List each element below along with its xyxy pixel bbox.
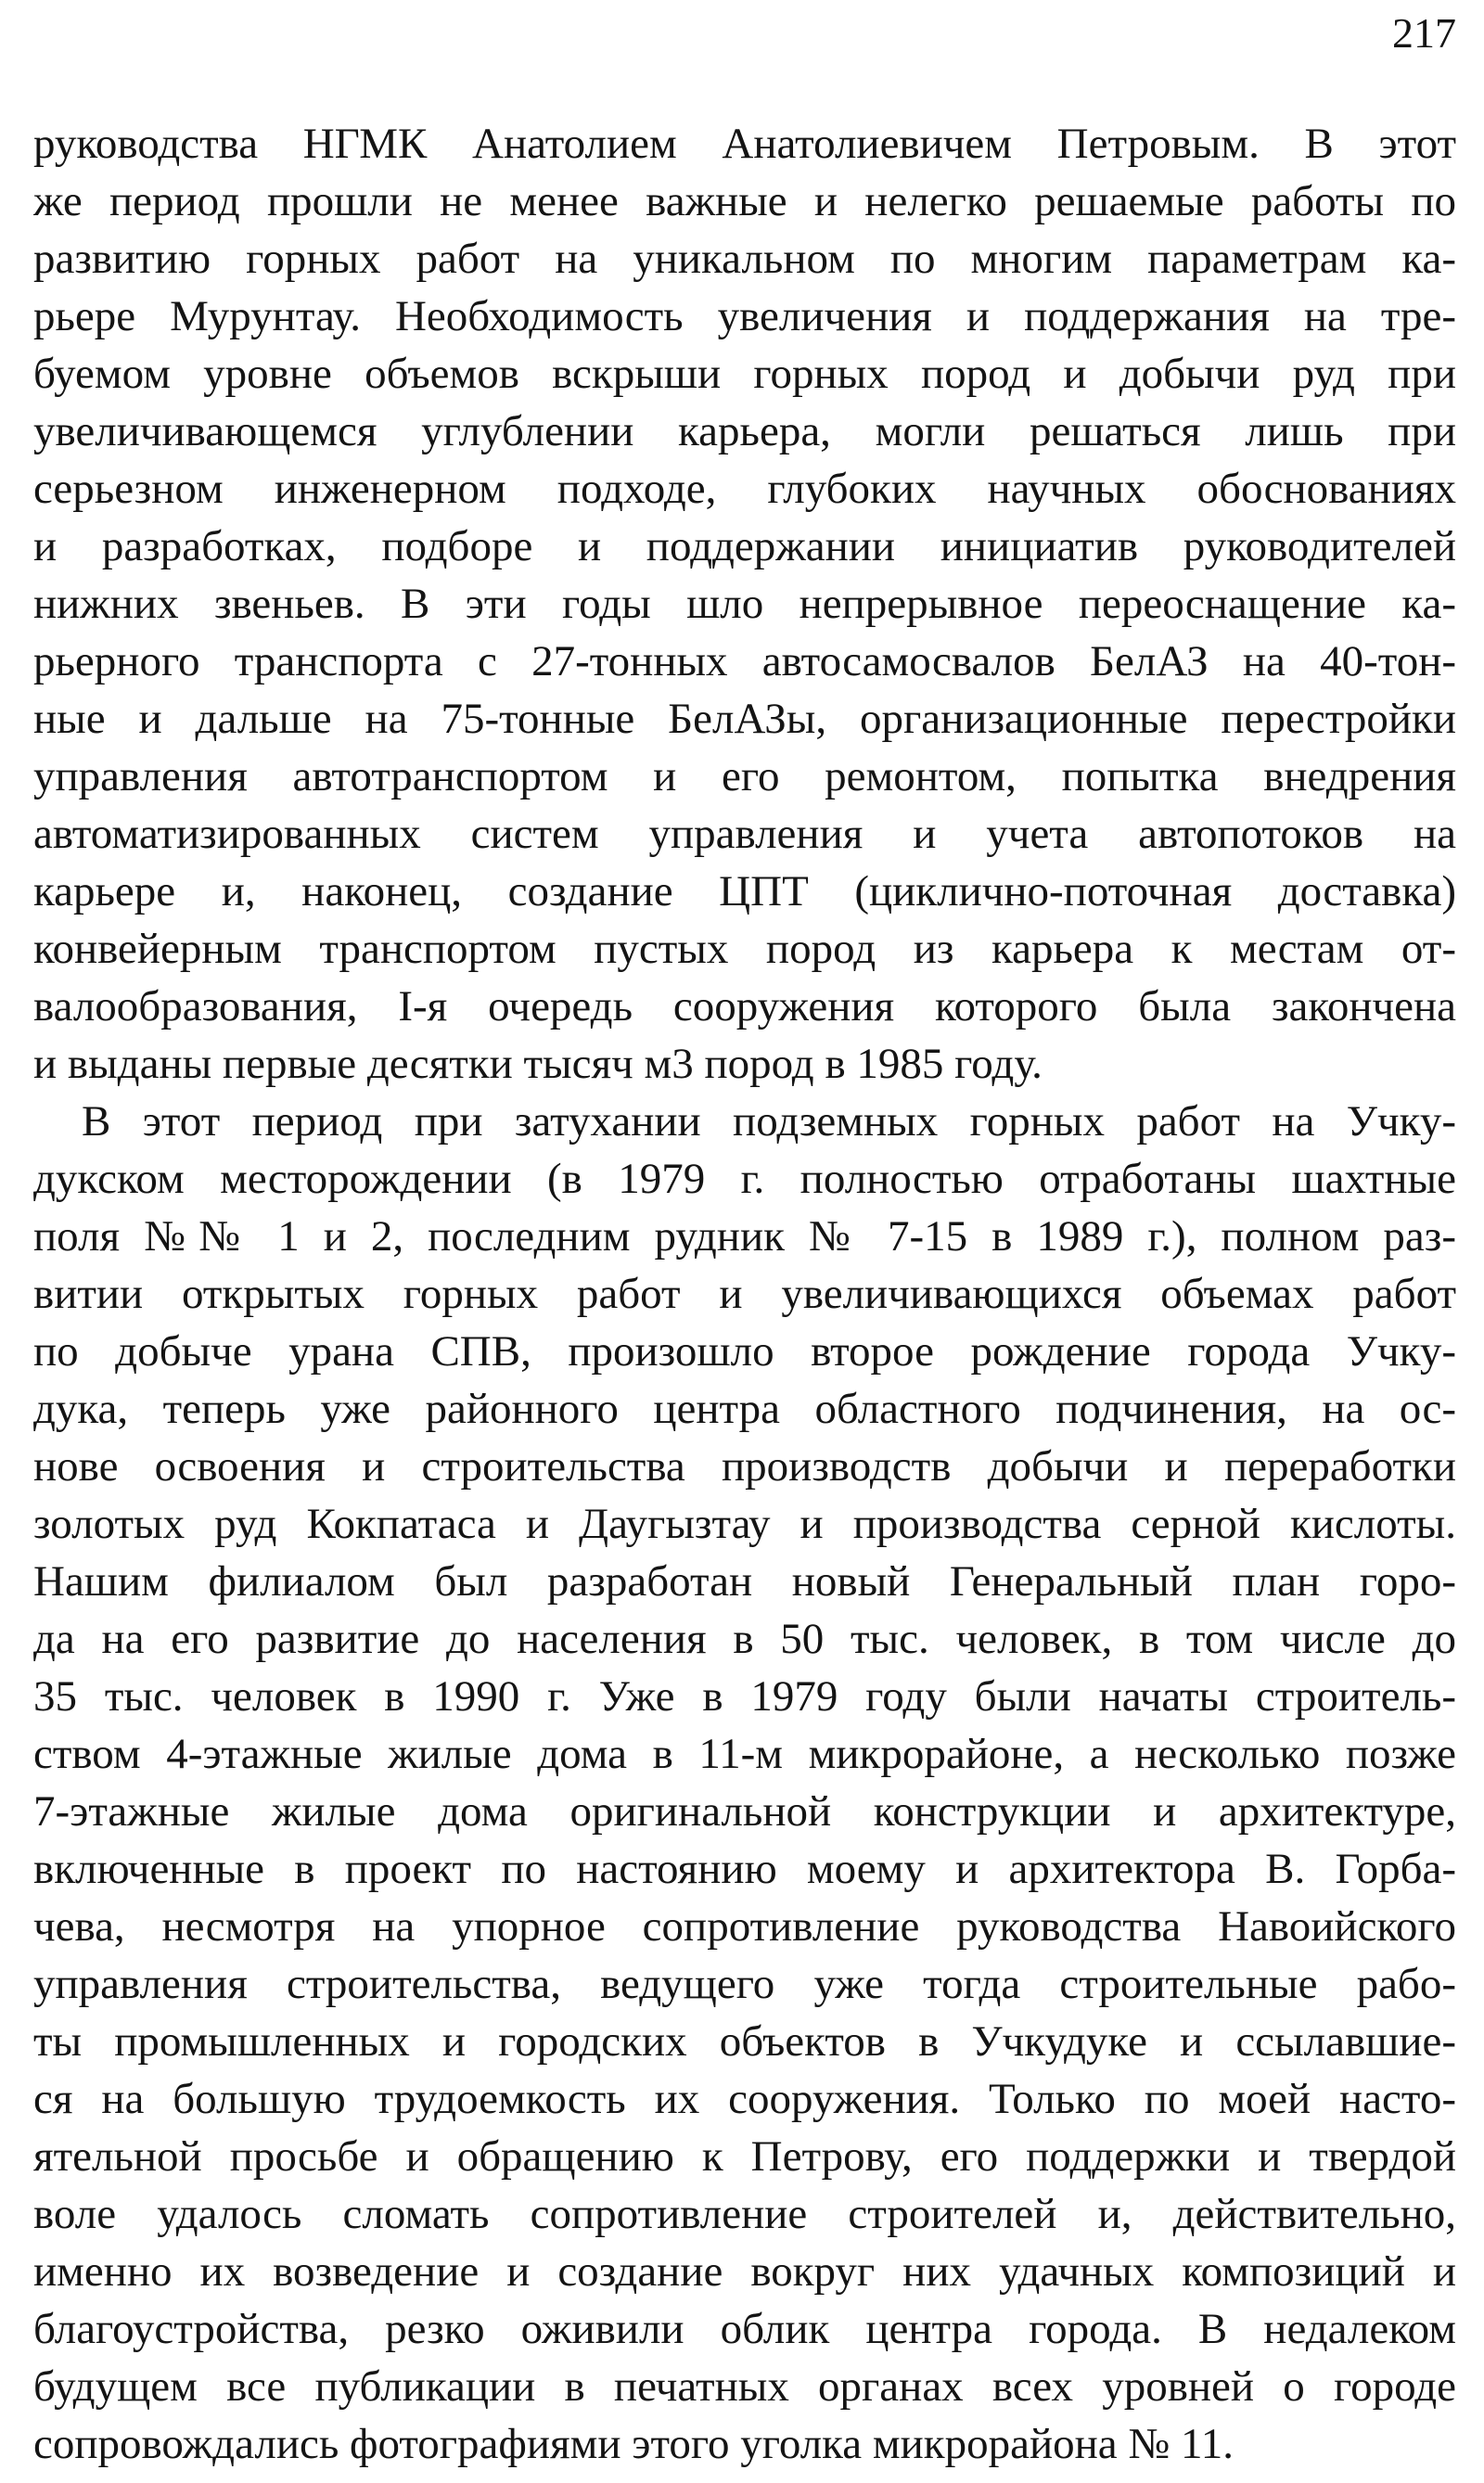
text-line: ством 4-этажные жилые дома в 11-м микрорайоне, а несколько позже [33,1730,1456,1778]
text-line: будущем все публикации в печатных органах всех уровней о городе [33,2362,1456,2411]
text-line: В этот период при затухании подземных горных работ на Учку- [82,1097,1456,1146]
text-line: 35 тыс. человек в 1990 г. Уже в 1979 году были начаты строитель- [33,1672,1456,1721]
text-line: рьерного транспорта с 27-тонных автосамосвалов БелАЗ на 40-тон- [33,637,1456,685]
text-line: и разработках, подборе и поддержании инициатив руководителей [33,522,1456,570]
page-number: 217 [1392,9,1456,57]
text-line: чева, несмотря на упорное сопротивление руководства Навоийского [33,1902,1456,1951]
text-line: дукском месторождении (в 1979 г. полностью отработаны шахтные [33,1155,1456,1203]
text-line: конвейерным транспортом пустых пород из карьера к местам от- [33,925,1456,973]
text-line: ные и дальше на 75-тонные БелАЗы, организационные перестройки [33,695,1456,743]
text-line: дука, теперь уже районного центра областного подчинения, на ос- [33,1385,1456,1433]
text-line: поля №№ 1 и 2, последним рудник № 7-15 в 1989 г.), полном раз- [33,1212,1456,1261]
body-text [33,115,1456,2473]
text-line: и выданы первые десятки тысяч м3 пород в 1985 году. [33,1040,1043,1088]
text-line: благоустройства, резко оживили облик центра города. В недалеком [33,2305,1456,2353]
text-line: золотых руд Кокпатаса и Даугызтау и производства серной кислоты. [33,1500,1456,1548]
text-line: рьере Мурунтау. Необходимость увеличения и поддержания на тре- [33,292,1456,340]
text-line: ты промышленных и городских объектов в Учкудуке и ссылавшие- [33,2017,1456,2066]
text-line: ся на большую трудоемкость их сооружения. Только по моей насто- [33,2075,1456,2123]
text-line: валообразования, I-я очередь сооружения которого была закончена [33,982,1456,1030]
text-line: развитию горных работ на уникальном по многим параметрам ка- [33,235,1456,283]
text-line: включенные в проект по настоянию моему и архитектора В. Горба- [33,1845,1456,1893]
text-line: да на его развитие до населения в 50 тыс. человек, в том числе до [33,1615,1456,1663]
text-line: карьере и, наконец, создание ЦПТ (циклично-поточная доставка) [33,867,1456,915]
text-line: воле удалось сломать сопротивление строителей и, действительно, [33,2190,1456,2238]
text-line: управления строительства, ведущего уже тогда строительные рабо- [33,1960,1456,2008]
text-line: 7-этажные жилые дома оригинальной конструкции и архитектуре, [33,1787,1456,1836]
text-line: нове освоения и строительства производств добычи и переработки [33,1442,1456,1491]
text-line: по добыче урана СПВ, произошло второе рождение города Учку- [33,1327,1456,1376]
text-line: управления автотранспортом и его ремонтом, попытка внедрения [33,752,1456,800]
text-line: автоматизированных систем управления и учета автопотоков на [33,810,1456,858]
text-line: витии открытых горных работ и увеличивающихся объемах работ [33,1270,1456,1318]
text-line: Нашим филиалом был разработан новый Генеральный план горо- [33,1557,1456,1606]
text-line: нижних звеньев. В эти годы шло непрерывное переоснащение ка- [33,580,1456,628]
text-line: серьезном инженерном подходе, глубоких научных обоснованиях [33,465,1456,513]
text-line: увеличивающемся углублении карьера, могли решаться лишь при [33,407,1456,455]
text-line: буемом уровне объемов вскрыши горных пород и добычи руд при [33,350,1456,398]
text-line: сопровождались фотографиями этого уголка микрорайона № 11. [33,2420,1235,2468]
text-line: же период прошли не менее важные и нелегко решаемые работы по [33,177,1456,225]
text-line: ятельной просьбе и обращению к Петрову, его поддержки и твердой [33,2132,1456,2181]
text-line: руководства НГМК Анатолием Анатолиевичем Петровым. В этот [33,120,1456,168]
text-line: именно их возведение и создание вокруг них удачных композиций и [33,2247,1456,2296]
